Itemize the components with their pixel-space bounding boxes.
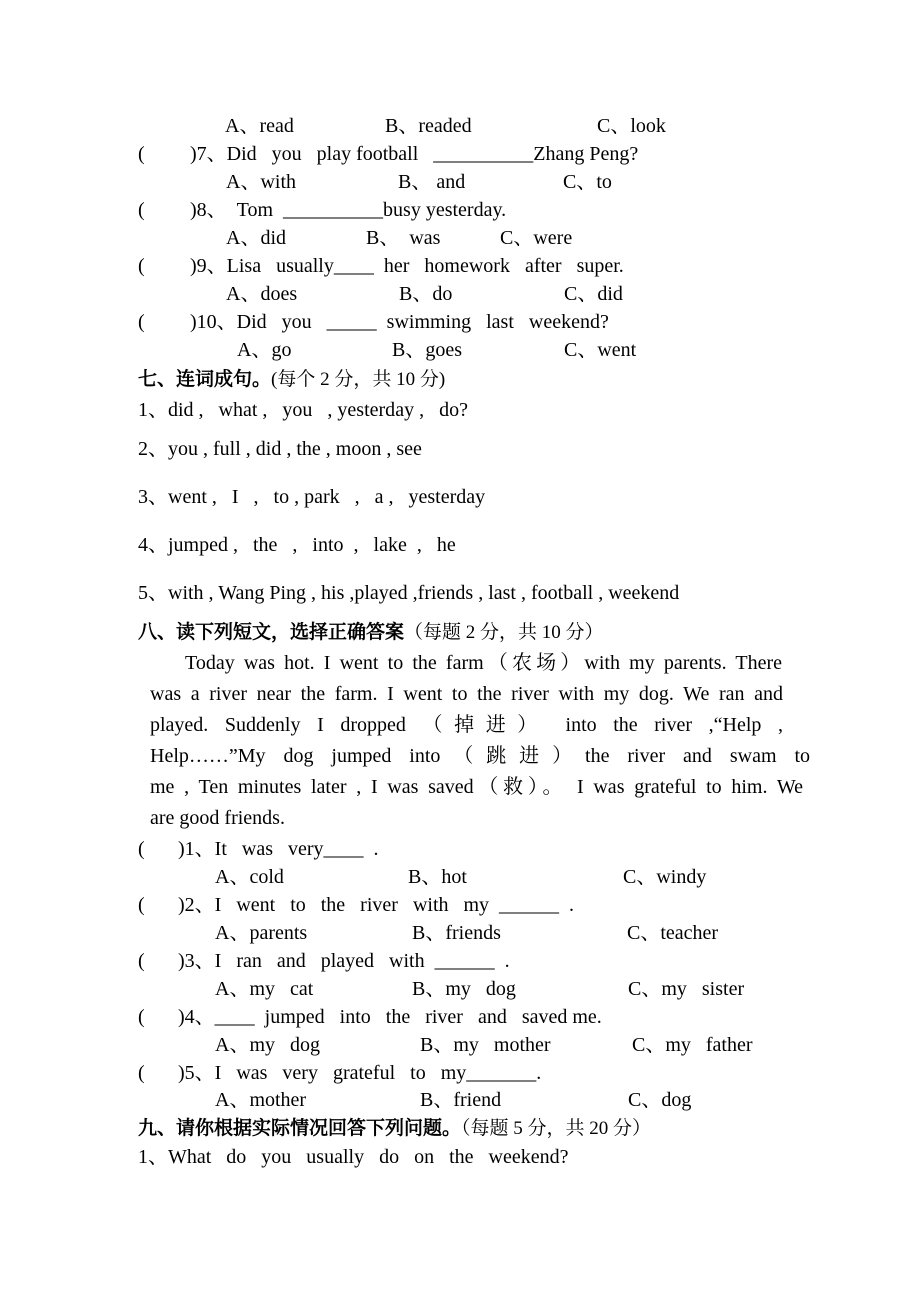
option: C、were (500, 227, 573, 249)
heading-text: 九、请你根据实际情况回答下列问题。 (138, 1117, 462, 1139)
option: A、my cat (215, 978, 314, 1000)
option: B、friend (420, 1089, 502, 1111)
passage-line: me , Ten minutes later , I was saved（救）。 I was grateful to him. We (150, 776, 803, 798)
heading-note: （每题 2 分，共 10 分） (404, 622, 604, 643)
option: A、with (226, 171, 296, 193)
question-7: )7、Did you play football __________Zhang Peng? (190, 143, 639, 165)
option: C、my sister (628, 978, 745, 1000)
question: )5、I was very grateful to my_______. (178, 1062, 542, 1084)
list-item: 4、jumped , the , into , lake , he (138, 534, 456, 556)
option: B、 and (398, 171, 466, 193)
option: C、did (564, 283, 623, 305)
answer-paren: ( (138, 311, 145, 333)
passage-line: Help……”My dog jumped into（跳进）the river and swam to (150, 745, 810, 767)
section-heading (138, 1116, 651, 1141)
list-item: 1、did , what , you , yesterday , do? (138, 399, 468, 421)
question: )1、It was very____ . (178, 838, 379, 860)
list-item: 3、went , I , to , park , a , yesterday (138, 486, 486, 508)
question: )4、____ jumped into the river and saved me. (178, 1006, 602, 1028)
question: )3、I ran and played with ______ . (178, 950, 510, 972)
answer-paren: ( (138, 1006, 145, 1028)
heading-text: 七、连词成句。 (138, 368, 272, 390)
list-item: 5、with , Wang Ping , his ,played ,friends , last , football , weekend (138, 582, 680, 604)
option: B、my mother (420, 1034, 551, 1056)
answer-paren: ( (138, 199, 145, 221)
option: B、friends (412, 922, 501, 944)
question-10: )10、Did you _____ swimming last weekend? (190, 311, 609, 333)
answer-paren: ( (138, 1062, 145, 1084)
answer-paren: ( (138, 255, 145, 277)
answer-paren: ( (138, 143, 145, 165)
list-item: 2、you , full , did , the , moon , see (138, 438, 422, 460)
option: B、do (399, 283, 453, 305)
option: B、 was (366, 227, 441, 249)
option: A、go (237, 339, 292, 361)
option: C、my father (632, 1034, 753, 1056)
option: C、look (597, 115, 666, 137)
heading-text: 八、读下列短文，选择正确答案 (138, 621, 405, 643)
question: )2、I went to the river with my ______ . (178, 894, 575, 916)
passage-line: are good friends. (150, 807, 285, 829)
answer-paren: ( (138, 950, 145, 972)
answer-paren: ( (138, 894, 145, 916)
heading-note: (每个 2 分，共 10 分) (271, 369, 446, 390)
option: C、windy (623, 866, 707, 888)
passage-line: played. Suddenly I dropped （掉进） into the river ,“Help , (150, 714, 783, 736)
option: C、dog (628, 1089, 692, 1111)
option: A、does (226, 283, 298, 305)
option: B、goes (392, 339, 462, 361)
question-9: )9、Lisa usually____ her homework after super. (190, 255, 624, 277)
option: B、hot (408, 866, 467, 888)
option: C、went (564, 339, 637, 361)
question-8: )8、 Tom __________busy yesterday. (190, 199, 507, 221)
option: A、read (225, 115, 294, 137)
option: A、cold (215, 866, 284, 888)
passage-line: was a river near the farm. I went to the river with my dog. We ran and (150, 683, 783, 705)
option: A、parents (215, 922, 308, 944)
section-heading (138, 367, 445, 392)
section-heading (138, 620, 604, 645)
passage-line: Today was hot. I went to the farm（农场）with my parents. There (185, 652, 782, 674)
list-item: 1、What do you usually do on the weekend? (138, 1146, 569, 1168)
option: C、to (563, 171, 612, 193)
option: A、did (226, 227, 286, 249)
option: B、readed (385, 115, 472, 137)
option: A、my dog (215, 1034, 320, 1056)
answer-paren: ( (138, 838, 145, 860)
heading-note: （每题 5 分，共 20 分） (461, 1118, 652, 1139)
option: C、teacher (627, 922, 719, 944)
option: B、my dog (412, 978, 516, 1000)
option: A、mother (215, 1089, 307, 1111)
